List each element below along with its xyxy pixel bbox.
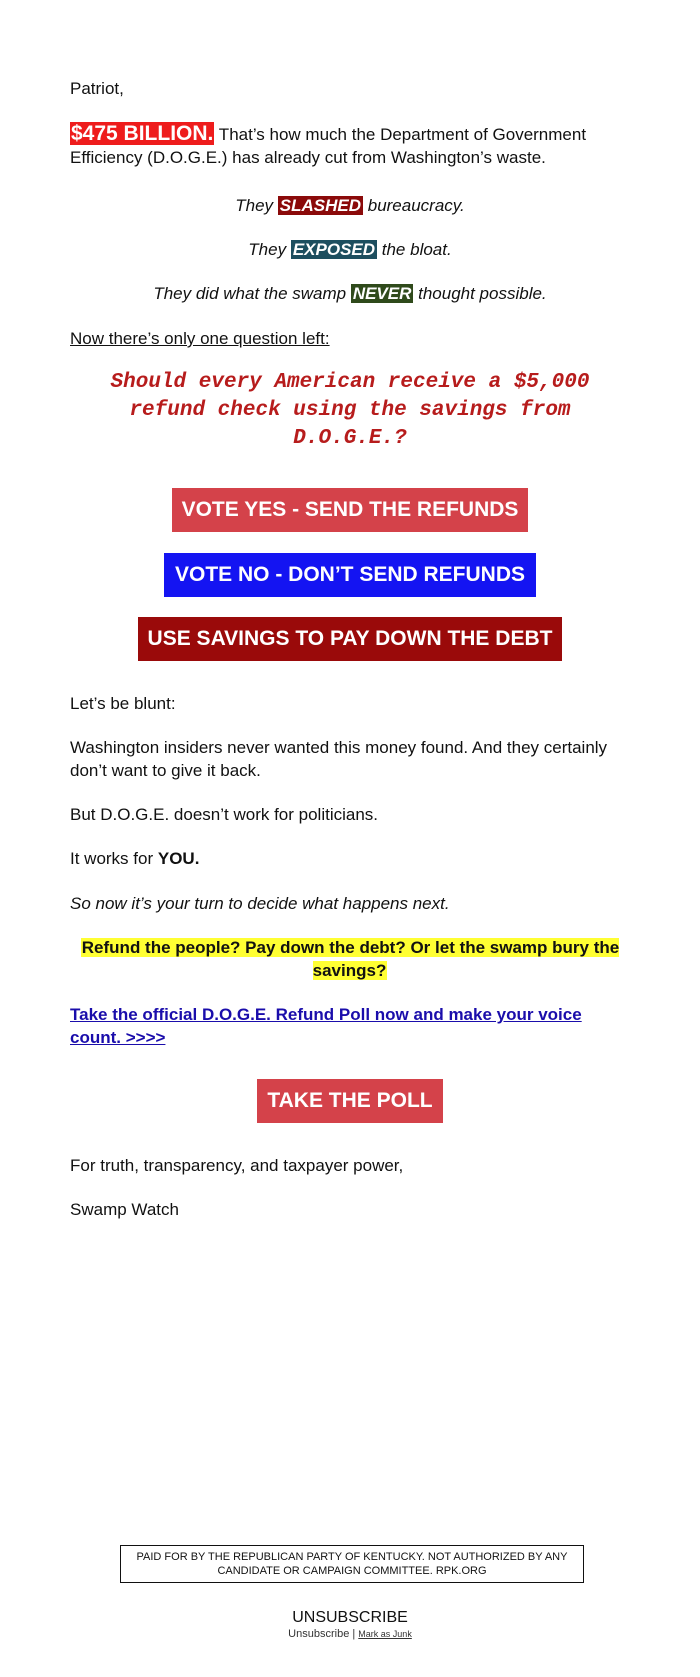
politicians-text: But D.O.G.E. doesn’t work for politicians. <box>70 805 379 824</box>
unsubscribe-row <box>0 1628 700 1641</box>
yellow-callout <box>70 936 630 982</box>
unsubscribe-link[interactable]: Unsubscribe <box>288 1628 350 1640</box>
tag-exposed: EXPOSED <box>292 240 376 259</box>
highlight-amount: $475 BILLION. <box>71 122 214 145</box>
insiders-text: Washington insiders never wanted this money found. And they certainly don’t want to give it back. <box>70 738 608 780</box>
line-exposed <box>70 238 630 261</box>
line-text: thought possible. <box>413 284 547 303</box>
yellow-callout-text: Refund the people? Pay down the debt? Or let the swamp bury the savings? <box>81 938 620 980</box>
lead-text: That’s how much the Department of Government Efficiency (D.O.G.E.) has already cut from Washington’s waste. <box>70 125 587 167</box>
big-question: Should every American receive a $5,000 refund check using the savings from D.O.G.E.? <box>110 371 590 450</box>
your-turn-text: So now it’s your turn to decide what happens next. <box>70 894 450 913</box>
question-intro: Now there’s only one question left: <box>70 329 330 348</box>
separator: | <box>349 1628 359 1640</box>
line-text: They <box>248 240 291 259</box>
mark-junk-link[interactable]: Mark as Junk <box>358 1629 412 1639</box>
works-prefix: It works for <box>70 849 158 868</box>
poll-link[interactable]: Take the official D.O.G.E. Refund Poll now and make your voice count. >>>> <box>70 1005 582 1047</box>
line-text: bureaucracy. <box>363 196 465 215</box>
line-text: They <box>235 196 278 215</box>
tag-slashed: SLASHED <box>279 196 362 215</box>
line-text: They did what the swamp <box>153 284 351 303</box>
vote-yes-button[interactable]: VOTE YES - SEND THE REFUNDS <box>172 488 528 532</box>
blunt-text: Let’s be blunt: <box>70 694 176 713</box>
unsubscribe-big[interactable]: UNSUBSCRIBE <box>292 1609 408 1626</box>
greeting: Patriot, <box>70 79 124 98</box>
vote-no-button[interactable]: VOTE NO - DON’T SEND REFUNDS <box>164 553 536 597</box>
pay-debt-button[interactable]: USE SAVINGS TO PAY DOWN THE DEBT <box>138 617 562 661</box>
signoff-name: Swamp Watch <box>70 1200 179 1219</box>
line-slashed <box>70 194 630 217</box>
tag-never: NEVER <box>352 284 412 303</box>
take-poll-button[interactable]: TAKE THE POLL <box>257 1079 443 1123</box>
lead-paragraph <box>70 122 630 169</box>
line-never <box>70 282 630 305</box>
paid-for-disclaimer: PAID FOR BY THE REPUBLICAN PARTY OF KENTUCKY. NOT AUTHORIZED BY ANY CANDIDATE OR CAMPAIGN COMMITTEE. RPK.ORG <box>120 1545 584 1583</box>
works-for-you-text <box>70 847 630 870</box>
signoff-line: For truth, transparency, and taxpayer power, <box>70 1156 404 1175</box>
works-bold: YOU. <box>157 849 200 868</box>
line-text: the bloat. <box>377 240 452 259</box>
